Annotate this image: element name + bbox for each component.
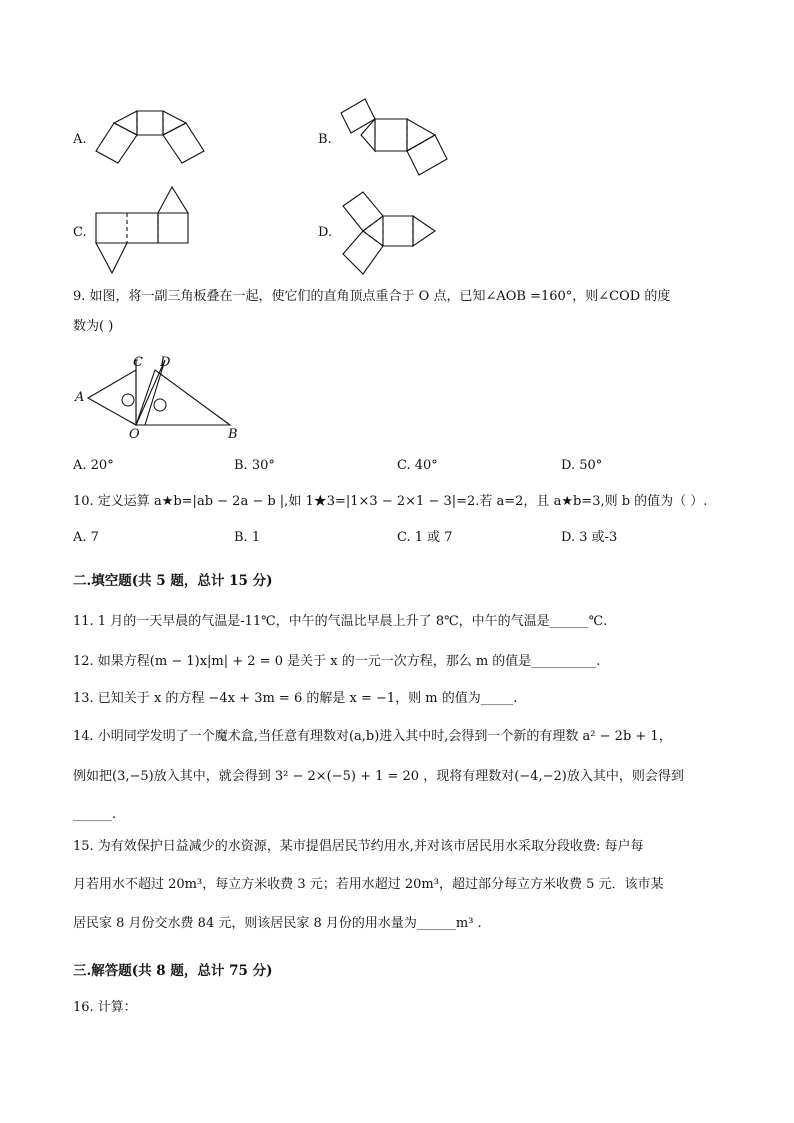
q8-option-a-label: A. — [73, 132, 87, 147]
section2-title: 二.填空题(共 5 题，总计 15 分) — [73, 573, 273, 589]
q15-line2: 月若用水不超过 20m³，每立方米收费 3 元；若用水超过 20m³，超过部分每立方米收费 5 元．该市某 — [73, 877, 664, 892]
q10-option-b: B. 1 — [234, 530, 261, 545]
q10-option-a: A. 7 — [73, 530, 99, 545]
q8-option-d-label: D. — [318, 225, 333, 240]
q9-label-b: B — [228, 427, 238, 442]
q8-option-d-net — [335, 190, 445, 280]
q9-stem-line1: 9. 如图，将一副三角板叠在一起，使它们的直角顶点重合于 O 点，已知∠AOB =160°，则∠COD 的度 — [73, 289, 671, 304]
q12-text: 12. 如果方程(m − 1)x|m| + 2 = 0 是关于 x 的一元一次方程，那么 m 的值是__________. — [73, 654, 601, 669]
q9-option-a: A. 20° — [73, 458, 114, 473]
q9-option-d: D. 50° — [561, 458, 603, 473]
q14-line3: ______. — [73, 807, 117, 822]
q8-option-c-net — [92, 185, 202, 280]
q8-option-b-label: B. — [318, 132, 332, 147]
section3-title: 三.解答题(共 8 题，总计 75 分) — [73, 963, 273, 979]
q10-option-d: D. 3 或-3 — [561, 530, 618, 545]
q9-label-a: A — [75, 390, 85, 405]
q9-label-c: C — [133, 355, 143, 370]
q9-option-b: B. 30° — [234, 458, 275, 473]
q14-line2: 例如把(3,−5)放入其中，就会得到 3² − 2×(−5) + 1 = 20 ，现将有理数对(−4,−2)放入其中，则会得到 — [73, 769, 684, 784]
q8-option-c-label: C. — [73, 225, 87, 240]
q13-text: 13. 已知关于 x 的方程 −4x + 3m = 6 的解是 x = −1，则 m 的值为_____. — [73, 691, 518, 706]
q9-label-d: D — [160, 355, 171, 370]
q10-option-c: C. 1 或 7 — [397, 530, 453, 545]
q8-option-b-net — [335, 95, 455, 180]
q16-text: 16. 计算： — [73, 1000, 137, 1015]
q9-label-o: O — [129, 427, 140, 442]
q10-stem: 10. 定义运算 a★b=|ab − 2a − b |,如 1★3=|1×3 − 2×1 − 3|=2.若 a=2，且 a★b=3,则 b 的值为（ ）. — [73, 494, 708, 509]
q8-option-a-net — [90, 105, 210, 170]
q9-option-c: C. 40° — [397, 458, 438, 473]
q15-line1: 15. 为有效保护日益减少的水资源，某市提倡居民节约用水,并对该市居民用水采取分段收费: 每户每 — [73, 839, 644, 854]
q15-line3: 居民家 8 月份交水费 84 元，则该居民家 8 月份的用水量为______m³ . — [73, 916, 482, 931]
q11-text: 11. 1 月的一天早晨的气温是-11℃，中午的气温比早晨上升了 8℃，中午的气温是______℃. — [73, 614, 608, 629]
q9-stem-line2: 数为( ) — [73, 319, 114, 334]
q14-line1: 14. 小明同学发明了一个魔术盒,当任意有理数对(a,b)进入其中时,会得到一个新的有理数 a² − 2b + 1， — [73, 729, 672, 744]
